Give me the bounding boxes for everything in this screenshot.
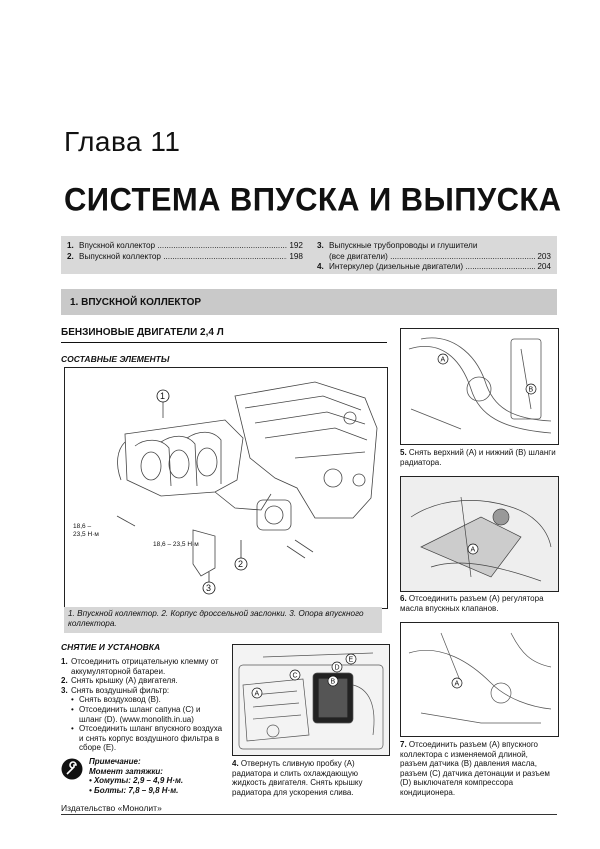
exploded-diagram bbox=[64, 367, 388, 609]
step-4: 4. Отвернуть сливную пробку (A) радиатора и слить охлаждающую жидкость двигателя. Снять крышку радиатора для ускорения слива. bbox=[232, 759, 363, 797]
note-box bbox=[61, 757, 226, 793]
chapter-title: СИСТЕМА ВПУСКА И ВЫПУСКА bbox=[64, 181, 562, 218]
divider bbox=[61, 342, 387, 343]
photo-manifold-connectors bbox=[400, 622, 559, 737]
table-of-contents bbox=[61, 236, 557, 274]
photo-label: B bbox=[330, 678, 336, 686]
footer-divider bbox=[61, 814, 557, 815]
radiator-hoses-drawing bbox=[401, 329, 558, 444]
section-header: 1. ВПУСКНОЙ КОЛЛЕКТОР bbox=[61, 289, 557, 315]
toc-item[interactable]: 4. Интеркулер (дизельные двигатели) ..... 204 bbox=[317, 262, 551, 273]
photo-label: A bbox=[470, 546, 476, 554]
photo-label: A bbox=[254, 690, 260, 698]
wrench-note-icon bbox=[61, 758, 83, 780]
step-item: 3. Снять воздушный фильтр: bbox=[61, 685, 170, 695]
photo-oil-regulator bbox=[400, 476, 559, 592]
oil-regulator-drawing bbox=[401, 477, 558, 591]
photo-label: C bbox=[292, 672, 298, 680]
removal-heading: СНЯТИЕ И УСТАНОВКА bbox=[61, 642, 161, 652]
steps-left bbox=[61, 657, 224, 753]
publisher-footer: Издательство «Монолит» bbox=[61, 803, 162, 813]
callout-2: 2 bbox=[238, 559, 244, 569]
toc-item[interactable]: 3. Выпускные трубопроводы и глушители bbox=[317, 241, 478, 250]
photo-engine-bay bbox=[232, 644, 390, 756]
substep-item: • Отсоединить шланг сапуна (C) и шланг (D). (www.monolith.in.ua) bbox=[71, 704, 201, 724]
torque-label-mid: 18,6 – 23,5 Н·м bbox=[153, 541, 199, 548]
note-title: Примечание: bbox=[89, 757, 141, 766]
intake-manifold-drawing bbox=[65, 368, 387, 608]
step-item: 1. Отсоединить отрицательную клемму от аккумуляторной батареи. bbox=[61, 657, 219, 676]
components-heading: СОСТАВНЫЕ ЭЛЕМЕНТЫ bbox=[61, 354, 170, 364]
chapter-number: Глава 11 bbox=[64, 126, 181, 157]
torque-label-left-2: 23,5 Н·м bbox=[73, 531, 99, 538]
callout-1: 1 bbox=[160, 391, 166, 401]
manifold-connectors-drawing bbox=[401, 623, 558, 736]
note-item: • Хомуты: 2,9 – 4,9 Н·м. bbox=[89, 776, 184, 786]
subsection-title: БЕНЗИНОВЫЕ ДВИГАТЕЛИ 2,4 Л bbox=[61, 327, 224, 338]
photo-label: B bbox=[528, 386, 534, 394]
step-5: 5. Снять верхний (A) и нижний (B) шланги радиатора. bbox=[400, 448, 556, 467]
note-item: • Болты: 7,8 – 9,8 Н·м. bbox=[89, 785, 179, 795]
callout-3: 3 bbox=[206, 583, 212, 593]
photo-label: E bbox=[348, 656, 354, 664]
torque-label-left-1: 18,6 – bbox=[73, 523, 92, 530]
figure-caption: 1. Впускной коллектор. 2. Корпус дроссельной заслонки. 3. Опора впускного коллектора. bbox=[64, 607, 382, 633]
toc-item-cont[interactable]: (все двигатели) ..... 203 bbox=[317, 252, 551, 263]
step-6: 6. Отсоединить разъем (A) регулятора масла впускных клапанов. bbox=[400, 594, 544, 613]
step-item: 2. Снять крышку (A) двигателя. bbox=[61, 676, 178, 686]
substep-item: • Снять воздуховод (B). bbox=[71, 695, 161, 705]
toc-item[interactable]: 1. Впускной коллектор ..... 192 bbox=[67, 241, 303, 252]
photo-label: A bbox=[440, 356, 446, 364]
toc-item[interactable]: 2. Выпускной коллектор ..... 198 bbox=[67, 252, 303, 263]
note-subtitle: Момент затяжки: bbox=[89, 766, 163, 776]
substep-item: • Отсоединить шланг впускного воздуха и снять корпус воздушного фильтра в сборе (E). bbox=[71, 724, 223, 753]
photo-label: D bbox=[334, 664, 340, 672]
step-7: 7. Отсоединить разъем (A) впускного коллектора с изменяемой длиной, разъем датчика (B) давления масла, разъем (C) датчика детонации и разъем (D) выключателя компрессора кондиционера. bbox=[400, 740, 550, 797]
photo-radiator-hoses bbox=[400, 328, 559, 445]
engine-bay-drawing bbox=[233, 645, 389, 755]
photo-label: A bbox=[454, 680, 460, 688]
